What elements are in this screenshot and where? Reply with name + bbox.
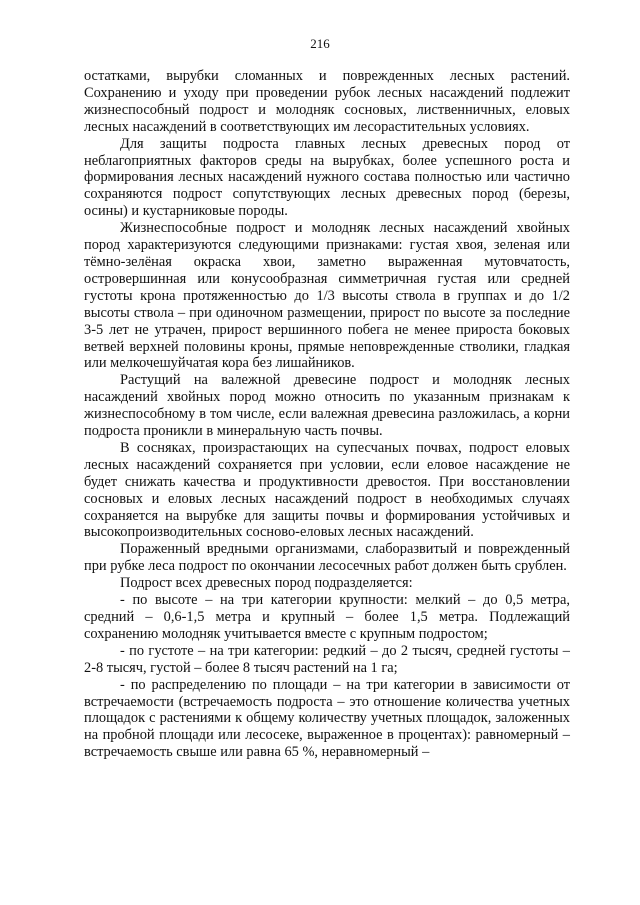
page-number: 216 — [310, 36, 330, 51]
paragraph: Жизнеспособные подрост и молодняк лесных насаждений хвойных пород характеризуются следующими признаками: густая хвоя, зеленая или тёмно-зелёная окраска хвои, заметно выраженная мутовчатость, островершинная или конусообразная симметричная густая или средней густоты крона протяженностью до 1/3 высоты ствола в группах и до 1/2 высоты ствола – при одиночном размещении, прирост по высоте за последние 3-5 лет не утрачен, прирост вершинного побега не менее прироста боковых ветвей верхней половины кроны, прямые неповрежденные стволики, гладкая или мелкочешуйчатая кора без лишайников. — [84, 220, 570, 372]
paragraph: Для защиты подроста главных лесных древесных пород от неблагоприятных факторов среды на вырубках, более успешного роста и формирования лесных насаждений нужного состава полностью или частично сохраняются подрост сопутствующих лесных древесных пород (березы, осины) и кустарниковые породы. — [84, 135, 570, 220]
body-text — [84, 68, 570, 761]
paragraph: остатками, вырубки сломанных и поврежденных лесных растений. Сохранению и уходу при проведении рубок лесных насаждений подлежит жизнеспособный подрост и молодняк сосновых, лиственничных, еловых лесных насаждений в соответствующих им лесорастительных условиях. — [84, 68, 570, 135]
paragraph: Пораженный вредными организмами, слаборазвитый и поврежденный при рубке леса подрост по окончании лесосечных работ должен быть срублен. — [84, 541, 570, 575]
list-item: - по густоте – на три категории: редкий – до 2 тысяч, средней густоты – 2-8 тысяч, густой – более 8 тысяч растений на 1 га; — [84, 642, 570, 676]
list-item: - по высоте – на три категории крупности: мелкий – до 0,5 метра, средний – 0,6-1,5 метра и крупный – более 1,5 метра. Подлежащий сохранению молодняк учитывается вместе с крупным подростом; — [84, 592, 570, 642]
paragraph: Растущий на валежной древесине подрост и молодняк лесных насаждений хвойных пород можно относить по указанным признакам к жизнеспособному в том числе, если валежная древесина разложилась, а корни подроста проникли в минеральную часть почвы. — [84, 372, 570, 440]
list-item: - по распределению по площади – на три категории в зависимости от встречаемости (встречаемость подроста – это отношение количества учетных площадок с растениями к общему количеству учетных площадок, заложенных на пробной площади или лесосеке, выраженное в процентах): равномерный – встречаемость свыше или равна 65 %, неравномерный – — [84, 676, 570, 761]
paragraph: В сосняках, произрастающих на супесчаных почвах, подрост еловых лесных насаждений сохраняется при условии, если еловое насаждение не будет снижать качества и продуктивности древостоя. При восстановлении сосновых и еловых лесных насаждений подрост в необходимых случаях сохраняется на вырубке для защиты почвы и формирования устойчивых и высокопроизводительных сосново-еловых лесных насаждений. — [84, 439, 570, 541]
paragraph: Подрост всех древесных пород подразделяется: — [120, 575, 413, 592]
